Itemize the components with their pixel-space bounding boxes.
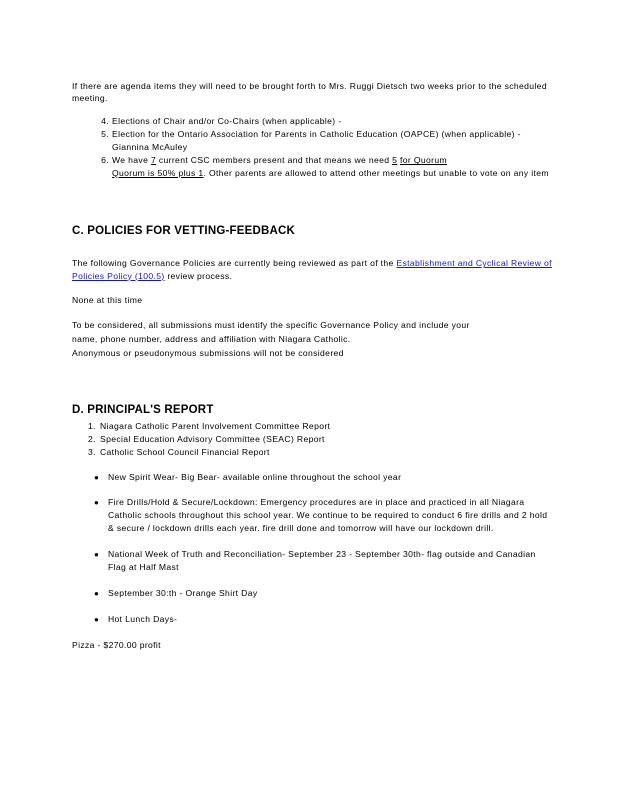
- list-item-number: 4.: [101, 115, 109, 126]
- list-item-text: September 30:th - Orange Shirt Day: [108, 587, 258, 598]
- policies-review-paragraph: [72, 257, 552, 282]
- consideration-line-2: name, phone number, address and affiliation with Niagara Catholic.: [72, 333, 351, 344]
- quorum-member-count: 7: [150, 155, 157, 166]
- bullet-icon: ●: [94, 472, 100, 482]
- list-item: [94, 613, 552, 626]
- intro-paragraph: If there are agenda items they will need to be brought forth to Mrs. Ruggi Dietsch two weeks prior to the scheduled meeting.: [72, 81, 547, 104]
- list-item: [101, 115, 552, 127]
- document-content: [72, 80, 552, 653]
- quorum-part-1: We have: [112, 155, 149, 166]
- bullet-icon: ●: [94, 588, 100, 598]
- quorum-list-item: [101, 154, 552, 179]
- policies-text-before-link: The following Governance Policies are currently being reviewed as part of the: [72, 258, 394, 269]
- quorum-part-4: . Other parents are allowed to attend other meetings but unable to vote on any item: [203, 167, 549, 178]
- list-item: [88, 446, 552, 459]
- list-item: [101, 128, 552, 153]
- list-item-text: National Week of Truth and Reconciliation- September 23 - September 30th- flag outside and Canadian Flag at Half Mast: [108, 549, 536, 573]
- list-item-number: 2.: [88, 433, 96, 444]
- quorum-rule-text: Quorum is 50% plus 1: [112, 167, 204, 178]
- list-item-text: Election for the Ontario Association for Parents in Catholic Education (OAPCE) (when applicable) -Giannina McAuley: [112, 129, 521, 152]
- bullet-icon: ●: [94, 498, 100, 508]
- bullet-icon: ●: [94, 550, 100, 560]
- list-item-number: 6.: [101, 155, 109, 166]
- list-item-text: Niagara Catholic Parent Involvement Committee Report: [100, 420, 331, 431]
- list-item-number: 3.: [88, 446, 96, 457]
- list-item-number: 1.: [88, 420, 96, 431]
- section-c-heading: C. POLICIES FOR VETTING-FEEDBACK: [72, 225, 295, 238]
- quorum-required-count: 5: [392, 155, 398, 166]
- list-item-text: Hot Lunch Days-: [108, 613, 178, 624]
- section-d-heading: D. PRINCIPAL'S REPORT: [72, 403, 214, 416]
- bullet-icon: ●: [94, 614, 100, 624]
- list-item-text: Special Education Advisory Committee (SEAC) Report: [100, 433, 325, 444]
- list-item-text: Elections of Chair and/or Co-Chairs (when applicable) -: [112, 115, 342, 126]
- list-item: [94, 548, 552, 574]
- anonymous-submissions-line: Anonymous or pseudonymous submissions will not be considered: [72, 348, 344, 359]
- list-item-text: New Spirit Wear- Big Bear- available online throughout the school year: [108, 471, 402, 482]
- list-item: [94, 587, 552, 600]
- policy-link[interactable]: Establishment and Cyclical Review of Policies Policy (100.5): [72, 258, 552, 281]
- list-item: [88, 420, 552, 433]
- principal-report-bullets: [72, 471, 552, 626]
- quorum-part-3: for Quorum: [400, 155, 448, 166]
- quorum-part-2: current CSC members present and that means we need: [158, 155, 390, 166]
- list-item: [94, 471, 552, 484]
- list-item: [88, 433, 552, 446]
- none-at-this-time: None at this time: [72, 295, 143, 306]
- list-item: [94, 496, 552, 535]
- policies-text-after-link: review process.: [167, 270, 233, 281]
- principal-report-list: [72, 420, 552, 459]
- list-item-number: 5.: [101, 129, 109, 140]
- agenda-item-list: [72, 115, 552, 179]
- list-item-text: Fire Drills/Hold & Secure/Lockdown: Emergency procedures are in place and practiced in all Niagara Catholic schools throughout this school year. We continue to be required to conduct 6 fire drills and 2 hold & secure / lockdown drills each year. fire drill done and tomorrow will have our lockdown drill.: [108, 497, 548, 534]
- list-item-text: Catholic School Council Financial Report: [100, 446, 270, 457]
- pizza-profit-line: Pizza - $270.00 profit: [72, 639, 161, 650]
- consideration-line-1: To be considered, all submissions must identify the specific Governance Policy and include your: [72, 319, 470, 330]
